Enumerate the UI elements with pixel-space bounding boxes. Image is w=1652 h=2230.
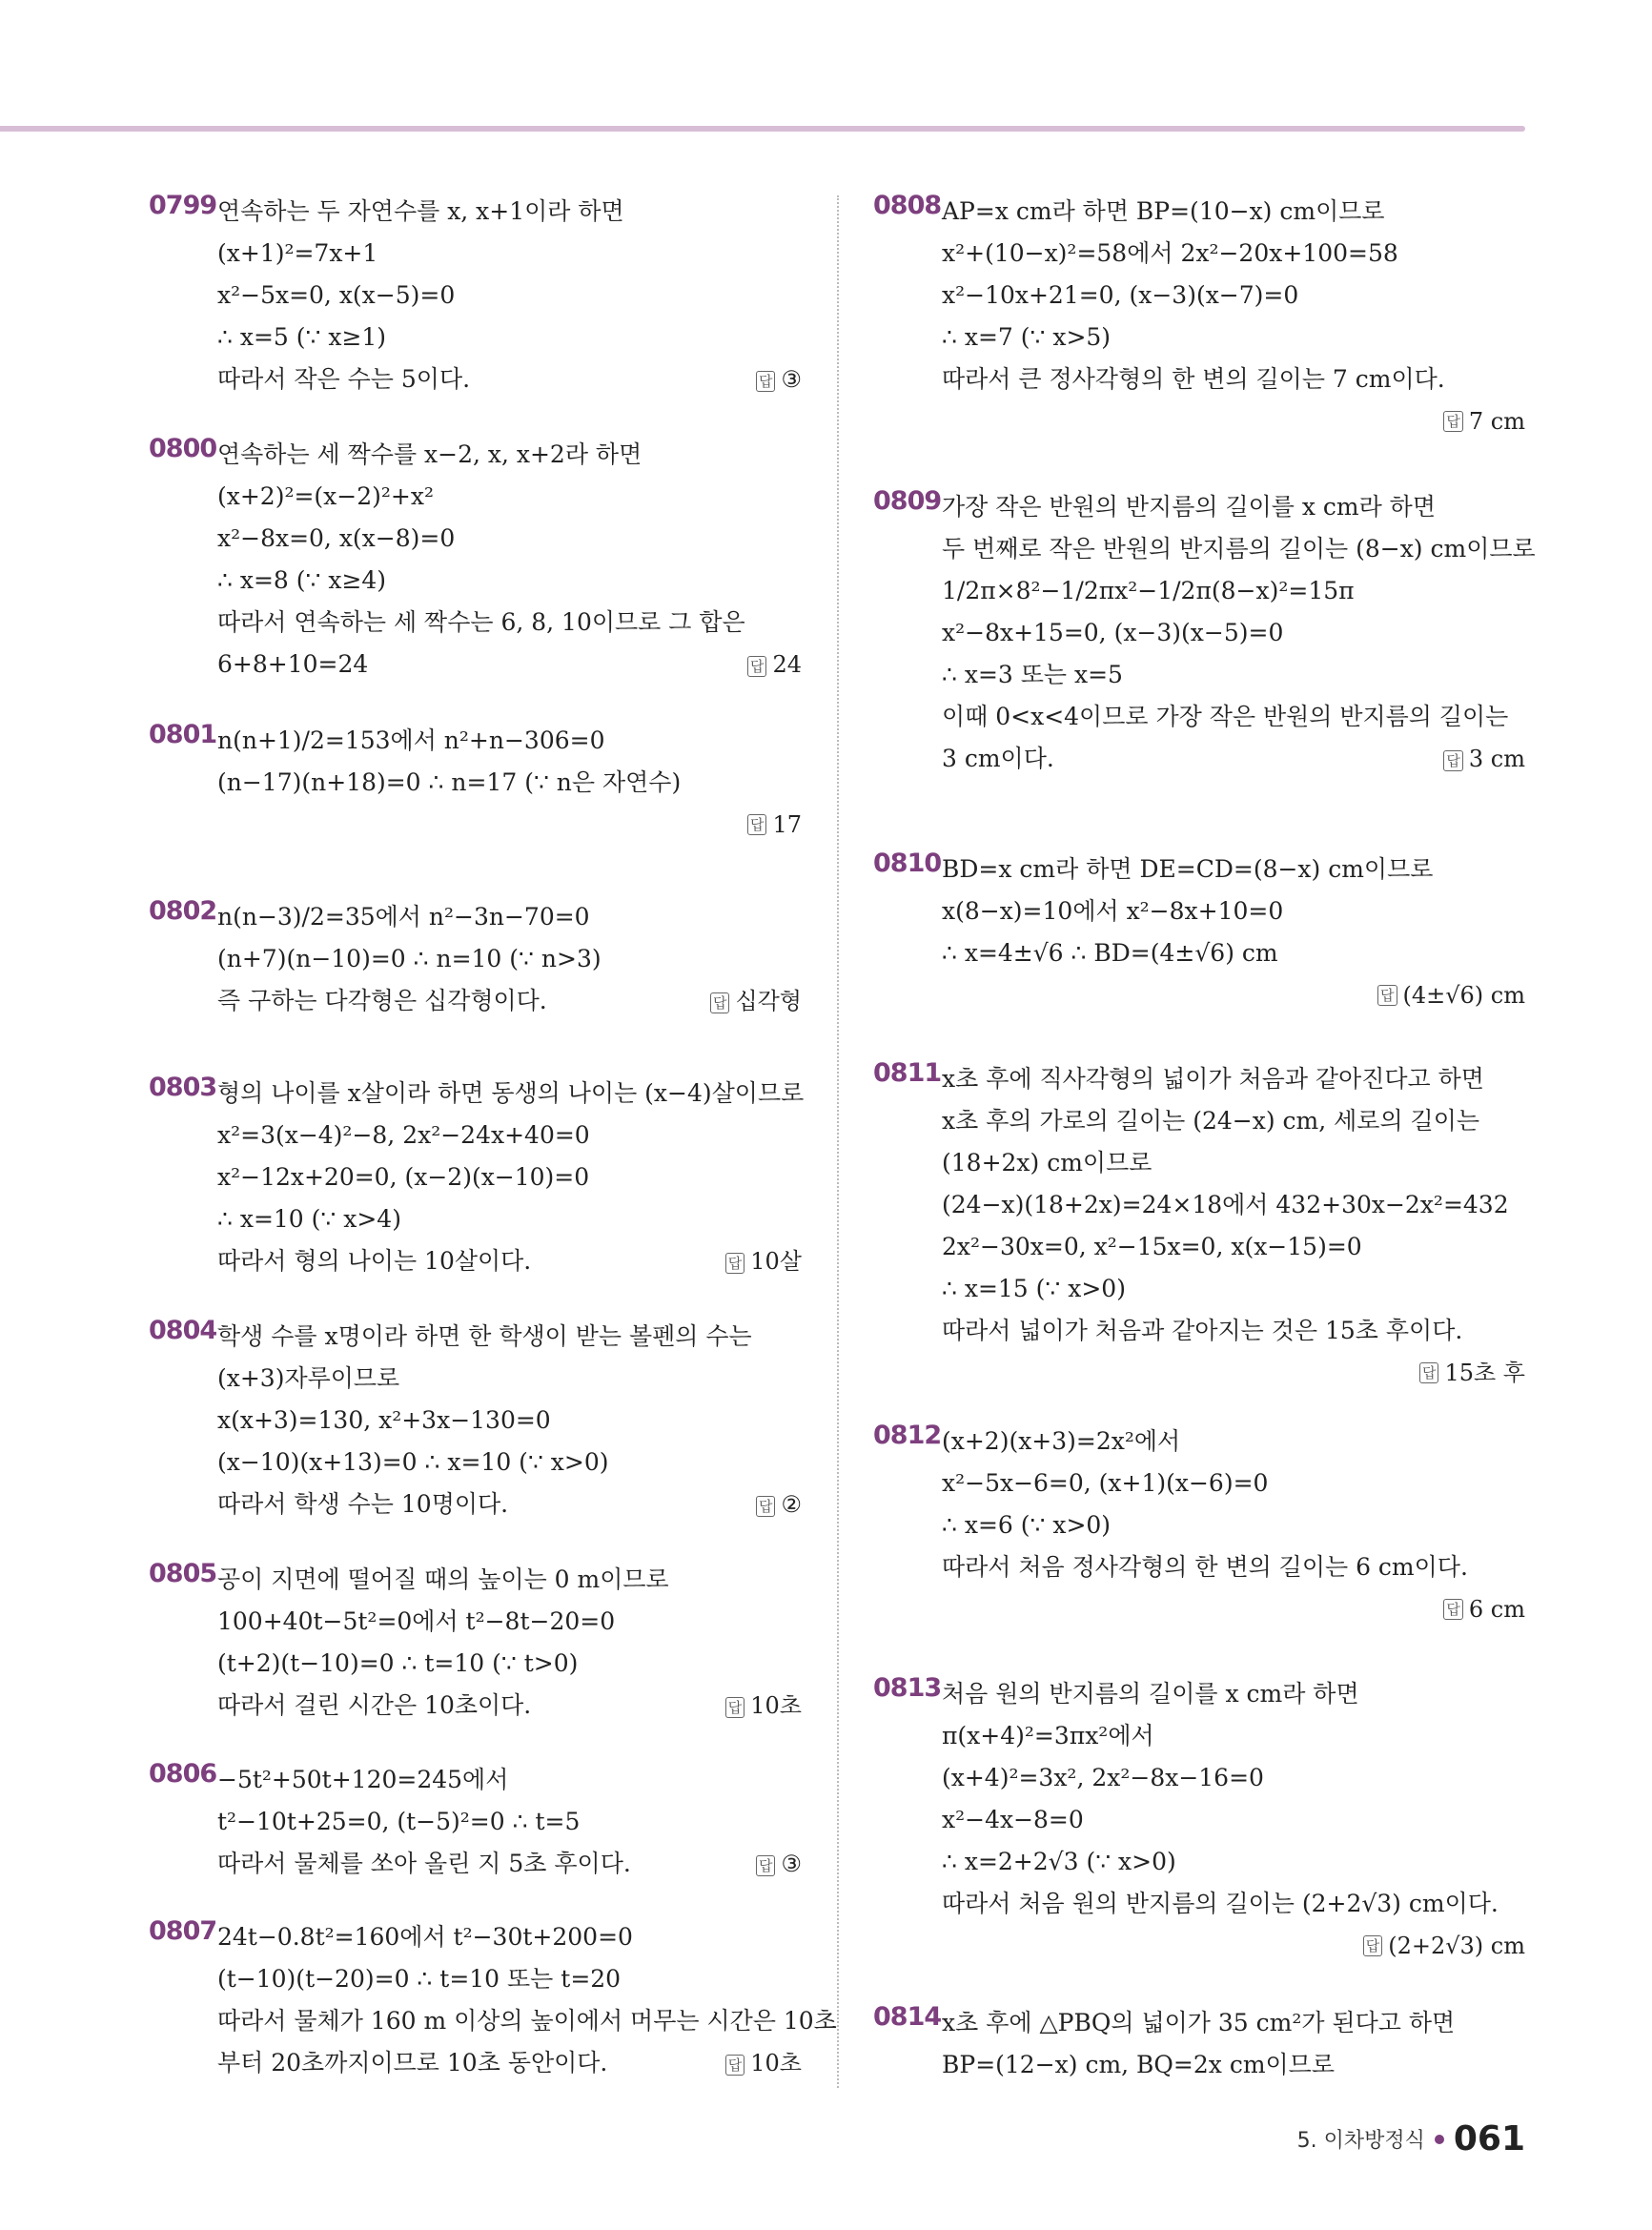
solution-text: −5t²+50t+120=245에서	[217, 1766, 509, 1793]
solution-text: ∴ x=8 (∵ x≥4)	[217, 566, 387, 594]
answer-mark-icon: 답	[725, 2055, 745, 2076]
answer	[747, 644, 802, 685]
problem-0810	[873, 849, 1525, 1016]
solution-text: x²=3(x−4)²−8, 2x²−24x+40=0	[217, 1121, 590, 1149]
problem-0814	[873, 2002, 1525, 2086]
solution-text: 공이 지면에 떨어질 때의 높이는 0 m이므로	[217, 1565, 669, 1593]
solution-line	[217, 1400, 802, 1442]
problem-0804	[149, 1316, 802, 1525]
answer	[942, 1925, 1525, 1967]
solution-line	[217, 191, 802, 233]
answer	[942, 1588, 1525, 1630]
problem-number: 0803	[149, 1073, 217, 1102]
answer	[756, 358, 802, 400]
solution-line	[217, 1358, 802, 1400]
solution-line	[942, 1268, 1525, 1310]
solution-text: (x+2)(x+3)=2x²에서	[942, 1427, 1181, 1455]
problem-number: 0801	[149, 720, 217, 749]
solution-lines	[942, 486, 1536, 780]
solution-text: (n−17)(n+18)=0 ∴ n=17 (∵ n은 자연수)	[217, 768, 682, 796]
answer-value: (2+2√3) cm	[1388, 1933, 1525, 1959]
solution-text: x²+(10−x)²=58에서 2x²−20x+100=58	[942, 239, 1398, 267]
problem-number: 0808	[873, 191, 942, 220]
solution-line	[942, 612, 1525, 654]
solution-line	[217, 1156, 802, 1198]
solution-line	[217, 1559, 802, 1601]
solution-line	[942, 1841, 1525, 1883]
answer-mark-icon: 답	[1419, 1362, 1439, 1383]
bullet-icon	[1435, 2135, 1444, 2144]
solution-line	[217, 1801, 802, 1843]
solution-text: 처음 원의 반지름의 길이를 x cm라 하면	[942, 1680, 1359, 1708]
problem-0812	[873, 1421, 1525, 1630]
answer-value: ③	[781, 366, 802, 393]
solution-text: 따라서 처음 원의 반지름의 길이는 (2+2√3) cm이다.	[942, 1890, 1499, 1917]
solution-text: 3 cm이다.	[942, 745, 1054, 772]
solution-line	[217, 476, 802, 518]
problem-number: 0799	[149, 191, 217, 220]
answer-mark-icon: 답	[1443, 750, 1463, 771]
solution-line	[942, 1310, 1525, 1352]
problem-0809	[873, 486, 1536, 780]
solution-line	[217, 1643, 802, 1685]
solution-line	[942, 1226, 1525, 1268]
solution-line	[217, 2000, 837, 2042]
solution-text: 연속하는 두 자연수를 x, x+1이라 하면	[217, 197, 624, 225]
solution-text: (t−10)(t−20)=0 ∴ t=10 또는 t=20	[217, 1965, 622, 1993]
solution-line	[942, 2002, 1525, 2044]
problem-0803	[149, 1073, 805, 1282]
problem-0801	[149, 720, 802, 846]
solution-text: x²−5x−6=0, (x+1)(x−6)=0	[942, 1469, 1269, 1497]
answer-value: 24	[772, 651, 802, 678]
header-rule	[0, 126, 1525, 132]
solution-line	[942, 1757, 1525, 1799]
solution-line	[217, 1843, 802, 1885]
problem-number: 0804	[149, 1316, 217, 1345]
problem-number: 0806	[149, 1759, 217, 1789]
solution-line	[217, 2042, 802, 2084]
problem-number: 0810	[873, 849, 942, 878]
solution-line	[942, 191, 1525, 233]
answer	[725, 2042, 802, 2084]
solution-line	[217, 1916, 802, 1958]
problem-number: 0814	[873, 2002, 942, 2032]
solution-line	[217, 518, 802, 560]
solution-text: π(x+4)²=3πx²에서	[942, 1722, 1154, 1749]
solution-line	[217, 1198, 802, 1240]
solution-text: 따라서 물체를 쏘아 올린 지 5초 후이다.	[217, 1850, 631, 1877]
answer-value: ③	[781, 1851, 802, 1877]
answer-value: 15초 후	[1444, 1360, 1525, 1386]
solution-line	[942, 1421, 1525, 1463]
solution-line	[217, 560, 802, 602]
solution-text: (18+2x) cm이므로	[942, 1149, 1152, 1176]
answer	[217, 804, 802, 846]
solution-text: (x+1)²=7x+1	[217, 239, 378, 267]
answer	[725, 1240, 802, 1282]
solution-lines	[217, 1759, 802, 1885]
answer-value: ②	[781, 1491, 802, 1518]
solution-line	[942, 233, 1525, 275]
solution-line	[942, 317, 1525, 358]
solution-line	[942, 528, 1536, 570]
answer	[1443, 738, 1525, 780]
answer-value: 10초	[750, 2050, 802, 2077]
solution-text: 100+40t−5t²=0에서 t²−8t−20=0	[217, 1607, 616, 1635]
solution-text: ∴ x=3 또는 x=5	[942, 661, 1123, 688]
problem-0808	[873, 191, 1525, 442]
solution-line	[942, 1715, 1525, 1757]
page-footer	[1297, 2119, 1525, 2158]
solution-text: BP=(12−x) cm, BQ=2x cm이므로	[942, 2051, 1335, 2078]
problem-0805	[149, 1559, 802, 1727]
solution-text: (x+3)자루이므로	[217, 1364, 400, 1392]
solution-line	[942, 275, 1525, 317]
solution-line	[942, 570, 1525, 612]
answer-mark-icon: 답	[725, 1253, 745, 1274]
answer-mark-icon: 답	[756, 1496, 776, 1517]
solution-line	[217, 1442, 802, 1483]
column-divider	[837, 195, 839, 2088]
solution-text: x²−8x+15=0, (x−3)(x−5)=0	[942, 619, 1284, 646]
solution-line	[942, 654, 1525, 696]
solution-text: ∴ x=4±√6 ∴ BD=(4±√6) cm	[942, 939, 1278, 967]
solution-line	[217, 980, 802, 1022]
solution-text: (x−10)(x+13)=0 ∴ x=10 (∵ x>0)	[217, 1448, 609, 1476]
answer-mark-icon: 답	[710, 992, 730, 1013]
answer-value: 17	[772, 811, 802, 838]
problem-number: 0807	[149, 1916, 217, 1946]
solution-text: (24−x)(18+2x)=24×18에서 432+30x−2x²=432	[942, 1191, 1509, 1218]
solution-text: 따라서 큰 정사각형의 한 변의 길이는 7 cm이다.	[942, 365, 1445, 393]
solution-text: 따라서 학생 수는 10명이다.	[217, 1490, 509, 1518]
problem-number: 0812	[873, 1421, 942, 1450]
problem-0799	[149, 191, 802, 400]
solution-lines	[217, 434, 802, 685]
solution-line	[217, 1958, 802, 2000]
solution-lines	[217, 720, 802, 846]
solution-line	[942, 1463, 1525, 1504]
solution-line	[217, 602, 802, 644]
solution-text: 1/2π×8²−1/2πx²−1/2π(8−x)²=15π	[942, 577, 1355, 604]
solution-text: t²−10t+25=0, (t−5)²=0 ∴ t=5	[217, 1808, 581, 1835]
answer-value: 3 cm	[1468, 746, 1525, 772]
solution-text: x(8−x)=10에서 x²−8x+10=0	[942, 897, 1284, 925]
solution-text: 따라서 작은 수는 5이다.	[217, 365, 471, 393]
solution-text: 따라서 걸린 시간은 10초이다.	[217, 1691, 532, 1719]
solution-text: x²−8x=0, x(x−8)=0	[217, 524, 456, 552]
answer-value: (4±√6) cm	[1402, 982, 1525, 1009]
solution-lines	[217, 1559, 802, 1727]
solution-text: (n+7)(n−10)=0 ∴ n=10 (∵ n>3)	[217, 945, 602, 972]
solution-line	[942, 738, 1525, 780]
solution-line	[942, 696, 1525, 738]
solution-line	[217, 1115, 802, 1156]
solution-line	[942, 1100, 1525, 1142]
problem-0806	[149, 1759, 802, 1885]
solution-line	[217, 1685, 802, 1727]
solution-line	[942, 358, 1525, 400]
solution-text: x²−5x=0, x(x−5)=0	[217, 281, 456, 309]
problem-0807	[149, 1916, 837, 2084]
solution-lines	[217, 1916, 837, 2084]
answer-mark-icon: 답	[725, 1697, 745, 1718]
solution-line	[942, 1142, 1525, 1184]
solution-line	[942, 932, 1525, 974]
answer-mark-icon: 답	[747, 656, 767, 677]
answer-mark-icon: 답	[756, 1855, 776, 1876]
solution-line	[217, 720, 802, 762]
solution-text: 따라서 물체가 160 m 이상의 높이에서 머무는 시간은 10초	[217, 2007, 837, 2035]
answer-mark-icon: 답	[1443, 1599, 1463, 1620]
solution-line	[942, 1883, 1525, 1925]
solution-lines	[942, 1058, 1525, 1394]
problem-0800	[149, 434, 802, 685]
solution-text: 따라서 형의 나이는 10살이다.	[217, 1247, 532, 1275]
solution-text: 가장 작은 반원의 반지름의 길이를 x cm라 하면	[942, 493, 1436, 521]
solution-text: BD=x cm라 하면 DE=CD=(8−x) cm이므로	[942, 855, 1434, 883]
solution-line	[942, 1504, 1525, 1546]
solution-line	[217, 762, 802, 804]
solution-line	[942, 486, 1525, 528]
solution-text: 두 번째로 작은 반원의 반지름의 길이는 (8−x) cm이므로	[942, 535, 1536, 563]
solution-line	[217, 1601, 802, 1643]
problem-0802	[149, 896, 802, 1022]
solution-line	[217, 434, 802, 476]
solution-line	[217, 896, 802, 938]
solution-text: 형의 나이를 x살이라 하면 동생의 나이는 (x−4)살이므로	[217, 1079, 805, 1107]
solution-text: 학생 수를 x명이라 하면 한 학생이 받는 볼펜의 수는	[217, 1322, 752, 1350]
solution-line	[217, 1073, 805, 1115]
solution-lines	[942, 849, 1525, 1016]
problem-number: 0813	[873, 1673, 942, 1703]
problem-0811	[873, 1058, 1525, 1394]
problem-number: 0800	[149, 434, 217, 463]
answer-mark-icon: 답	[756, 371, 776, 392]
solution-lines	[217, 896, 802, 1022]
solution-lines	[217, 1073, 805, 1282]
problem-number: 0805	[149, 1559, 217, 1588]
solution-line	[217, 1759, 802, 1801]
solution-text: x²−12x+20=0, (x−2)(x−10)=0	[217, 1163, 590, 1191]
solution-line	[942, 849, 1525, 890]
solution-text: ∴ x=15 (∵ x>0)	[942, 1275, 1126, 1302]
answer-mark-icon: 답	[747, 814, 767, 835]
problem-0813	[873, 1673, 1525, 1967]
solution-lines	[942, 1673, 1525, 1967]
solution-text: AP=x cm라 하면 BP=(10−x) cm이므로	[942, 197, 1385, 225]
solution-text: 즉 구하는 다각형은 십각형이다.	[217, 987, 547, 1014]
answer-value: 10살	[750, 1248, 802, 1275]
solution-text: n(n−3)/2=35에서 n²−3n−70=0	[217, 903, 590, 931]
answer-mark-icon: 답	[1377, 985, 1397, 1006]
solution-text: (x+4)²=3x², 2x²−8x−16=0	[942, 1764, 1264, 1791]
solution-line	[942, 2044, 1525, 2086]
solution-text: 이때 0<x<4이므로 가장 작은 반원의 반지름의 길이는	[942, 703, 1509, 730]
solution-line	[217, 938, 802, 980]
answer	[942, 1352, 1525, 1394]
solution-text: 연속하는 세 짝수를 x−2, x, x+2라 하면	[217, 440, 642, 468]
solution-text: n(n+1)/2=153에서 n²+n−306=0	[217, 726, 605, 754]
solution-lines	[942, 1421, 1525, 1630]
answer-mark-icon: 답	[1363, 1935, 1383, 1956]
solution-text: 따라서 넓이가 처음과 같아지는 것은 15초 후이다.	[942, 1317, 1463, 1344]
answer	[942, 400, 1525, 442]
answer	[725, 1685, 802, 1727]
solution-text: 따라서 연속하는 세 짝수는 6, 8, 10이므로 그 합은	[217, 608, 745, 636]
solution-lines	[942, 191, 1525, 442]
solution-text: 24t−0.8t²=160에서 t²−30t+200=0	[217, 1923, 633, 1951]
solution-text: ∴ x=6 (∵ x>0)	[942, 1511, 1112, 1539]
answer-value: 6 cm	[1468, 1596, 1525, 1623]
solution-text: x초 후에 △PBQ의 넓이가 35 cm²가 된다고 하면	[942, 2009, 1456, 2036]
solution-text: ∴ x=10 (∵ x>4)	[217, 1205, 401, 1233]
problem-number: 0811	[873, 1058, 942, 1088]
solution-line	[217, 317, 802, 358]
answer-value: 10초	[750, 1692, 802, 1719]
solution-line	[942, 1058, 1525, 1100]
solution-text: x(x+3)=130, x²+3x−130=0	[217, 1406, 551, 1434]
solution-line	[217, 644, 802, 685]
answer	[710, 980, 802, 1022]
answer-value: 7 cm	[1468, 408, 1525, 435]
solution-line	[942, 1799, 1525, 1841]
solution-text: x²−10x+21=0, (x−3)(x−7)=0	[942, 281, 1299, 309]
solution-line	[942, 1184, 1525, 1226]
solution-line	[942, 1546, 1525, 1588]
answer	[756, 1843, 802, 1885]
problem-number: 0802	[149, 896, 217, 926]
answer-mark-icon: 답	[1443, 411, 1463, 432]
solution-text: ∴ x=2+2√3 (∵ x>0)	[942, 1848, 1176, 1875]
solution-line	[942, 890, 1525, 932]
solution-text: ∴ x=5 (∵ x≥1)	[217, 323, 387, 351]
solution-lines	[942, 2002, 1525, 2086]
solution-text: x초 후에 직사각형의 넓이가 처음과 같아진다고 하면	[942, 1065, 1484, 1093]
solution-lines	[217, 191, 802, 400]
solution-line	[942, 1673, 1525, 1715]
solution-line	[217, 1483, 802, 1525]
solution-text: 6+8+10=24	[217, 650, 369, 678]
solution-line	[217, 275, 802, 317]
solution-lines	[217, 1316, 802, 1525]
answer-value: 십각형	[735, 988, 802, 1014]
solution-text: 부터 20초까지이므로 10초 동안이다.	[217, 2049, 608, 2077]
page-number: 061	[1453, 2119, 1525, 2158]
solution-text: 2x²−30x=0, x²−15x=0, x(x−15)=0	[942, 1233, 1362, 1260]
solution-text: (x+2)²=(x−2)²+x²	[217, 482, 434, 510]
solution-text: 따라서 처음 정사각형의 한 변의 길이는 6 cm이다.	[942, 1553, 1468, 1581]
solution-text: x²−4x−8=0	[942, 1806, 1084, 1833]
answer	[942, 974, 1525, 1016]
solution-text: ∴ x=7 (∵ x>5)	[942, 323, 1112, 351]
chapter-label: 5. 이차방정식	[1296, 2129, 1425, 2153]
answer	[756, 1483, 802, 1525]
problem-number: 0809	[873, 486, 942, 516]
solution-text: x초 후의 가로의 길이는 (24−x) cm, 세로의 길이는	[942, 1107, 1479, 1135]
solution-line	[217, 1240, 802, 1282]
solution-text: (t+2)(t−10)=0 ∴ t=10 (∵ t>0)	[217, 1649, 579, 1677]
solution-line	[217, 233, 802, 275]
solution-line	[217, 358, 802, 400]
solution-line	[217, 1316, 802, 1358]
